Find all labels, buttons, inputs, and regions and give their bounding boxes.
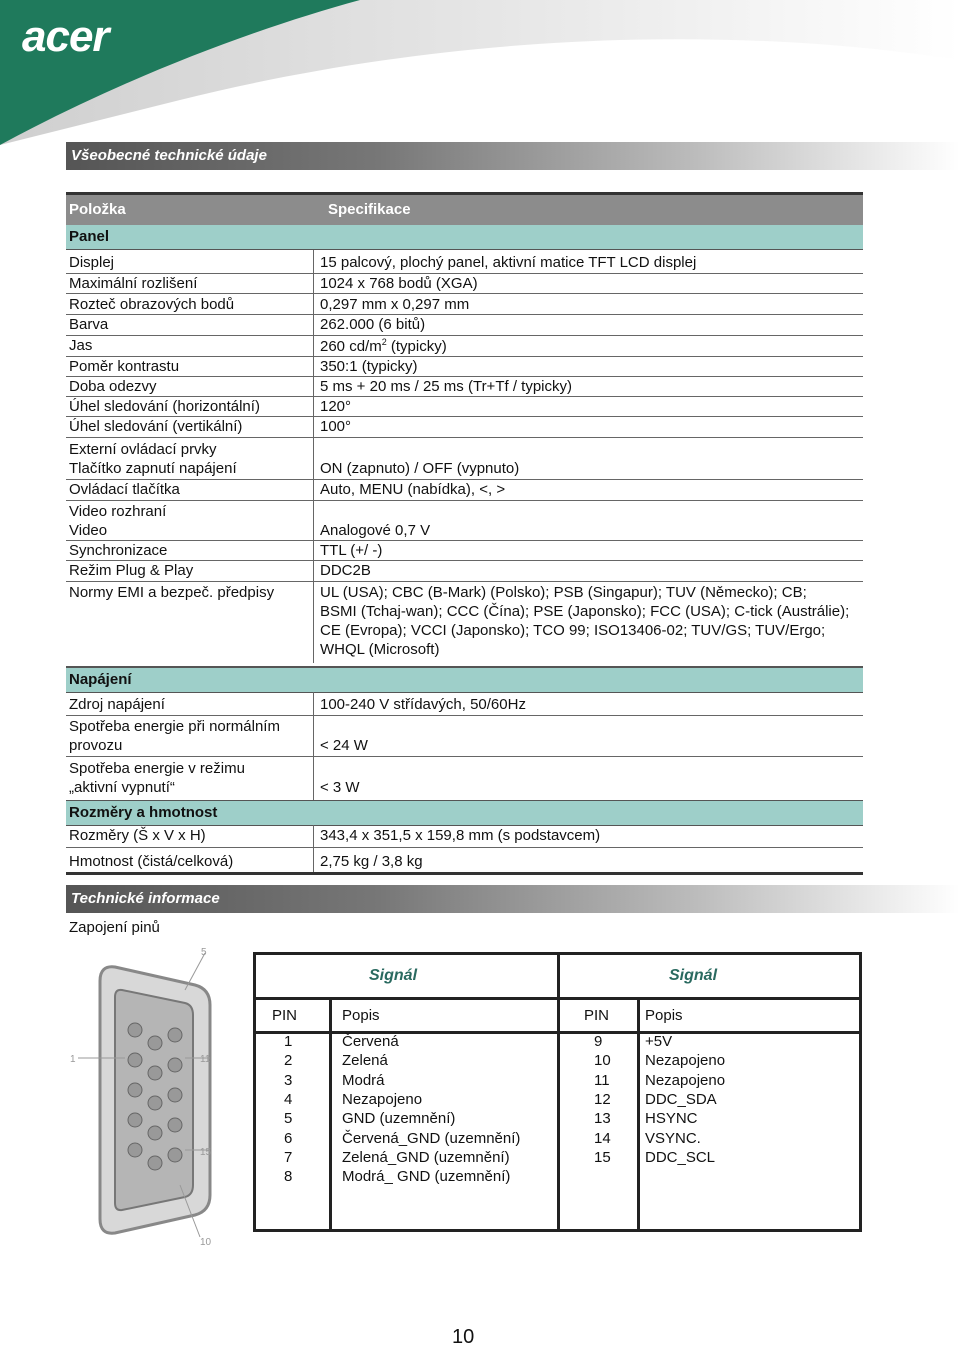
group-label: Rozměry a hmotnost (69, 804, 218, 821)
row-value: 0,297 mm x 0,297 mm (320, 296, 470, 313)
row-label: Barva (69, 316, 109, 333)
row-label: Zdroj napájení (69, 696, 165, 713)
row-label: Video rozhraní (69, 503, 167, 520)
row-value: 260 $cd/m^2$ (typicky) (320, 337, 447, 355)
pin-description: Modrá_ GND (uzemnění) (342, 1168, 511, 1186)
signal-header-left: Signál (369, 967, 418, 984)
pin-number: 4 (284, 1090, 293, 1108)
table-divider (637, 997, 640, 1232)
group-power (66, 666, 863, 693)
row-label: Ovládací tlačítka (69, 481, 180, 498)
pin-number: 15 (594, 1148, 611, 1166)
row-label: Maximální rozlišení (69, 275, 198, 292)
row-value: ON (zapnuto) / OFF (vypnuto) (320, 460, 520, 477)
header-swoosh (0, 0, 960, 145)
row-value: DDC2B (320, 562, 371, 579)
row-divider (66, 314, 863, 315)
row-label: Tlačítko zapnutí napájení (69, 460, 237, 477)
pin-number: 12 (594, 1090, 611, 1108)
row-label: Doba odezvy (69, 378, 157, 395)
row-label: provozu (69, 737, 123, 754)
row-divider (66, 581, 863, 582)
signal-header-right: Signál (669, 967, 718, 984)
table-header (66, 192, 863, 225)
pin-description: Zelená (342, 1052, 388, 1070)
row-value: TTL (+/ -) (320, 542, 383, 559)
row-value: < 3 W (320, 779, 360, 796)
pin-number: 11 (594, 1071, 610, 1089)
row-value: 120° (320, 398, 352, 415)
pin-description: Nezapojeno (645, 1071, 726, 1089)
row-divider (66, 437, 863, 438)
pin-number: 2 (284, 1052, 293, 1070)
row-divider (66, 293, 863, 294)
table-divider (256, 997, 859, 1000)
column-divider (313, 250, 314, 663)
connector-pin-label-10: 10 (200, 1237, 212, 1248)
row-divider (66, 715, 863, 716)
pin-description: Modrá (342, 1071, 385, 1089)
section-bar-general (66, 142, 960, 170)
row-value: WHQL (Microsoft) (320, 641, 440, 658)
row-value: 343,4 x 351,5 x 159,8 mm (s podstavcem) (320, 827, 601, 844)
pin-number: 7 (284, 1148, 293, 1166)
pin-description: DDC_SDA (645, 1090, 717, 1108)
group-panel (66, 225, 863, 250)
row-label: Synchronizace (69, 542, 168, 559)
row-label: Spotřeba energie v režimu (69, 760, 245, 777)
pin-number: 13 (594, 1110, 611, 1128)
table-divider (329, 997, 332, 1232)
pin-description: Nezapojeno (342, 1090, 423, 1108)
table-bottom-border (66, 872, 863, 875)
connector-pin-label-11: 11 (200, 1054, 211, 1065)
row-label: Video (69, 522, 108, 539)
row-label: Rozměry (Š x V x H) (69, 827, 206, 844)
pin-description: Červená_GND (uzemnění) (342, 1129, 521, 1147)
connector-pin-label-15: 15 (200, 1147, 212, 1158)
row-label: Spotřeba energie při normálním (69, 718, 280, 735)
page-number: 10 (452, 1326, 475, 1348)
row-label: Hmotnost (čistá/celková) (69, 853, 234, 870)
pin-number: 10 (594, 1052, 611, 1070)
row-value: BSMI (Tchaj-wan); CCC (Čína); PSE (Japonsko); FCC (USA); C-tick (Austrálie); (320, 603, 850, 620)
row-divider (66, 847, 863, 848)
row-value: 100-240 V střídavých, 50/60Hz (320, 696, 526, 713)
row-label: Normy EMI a bezpeč. předpisy (69, 584, 275, 601)
row-value: < 24 W (320, 737, 368, 754)
group-label: Panel (69, 228, 110, 245)
desc-header-left: Popis (342, 1007, 380, 1024)
column-divider (313, 692, 314, 800)
row-value: 1024 x 768 bodů (XGA) (320, 275, 478, 292)
pin-description: Červená (342, 1033, 399, 1050)
row-divider (66, 560, 863, 561)
header-item: Položka (69, 201, 126, 218)
row-value: 5 ms + 20 ms / 25 ms (Tr+Tf / typicky) (320, 378, 572, 395)
row-label: Displej (69, 254, 115, 271)
pin-description: DDC_SCL (645, 1148, 716, 1166)
row-divider (66, 376, 863, 377)
pin-number: 14 (594, 1129, 611, 1147)
row-divider (66, 540, 863, 541)
row-value: 15 palcový, plochý panel, aktivní matice TFT LCD displej (320, 254, 697, 271)
acer-logo: acer (22, 12, 109, 61)
row-label: Úhel sledování (vertikální) (69, 418, 243, 435)
vga-connector-diagram (60, 945, 230, 1250)
row-value: Analogové 0,7 V (320, 522, 431, 539)
pin-number: 1 (284, 1033, 293, 1050)
row-label: Úhel sledování (horizontální) (69, 398, 260, 415)
section-title: Všeobecné technické údaje (71, 147, 267, 164)
row-divider (66, 356, 863, 357)
column-divider (313, 825, 314, 873)
section-bar-technical (66, 885, 960, 913)
pin-description: GND (uzemnění) (342, 1110, 456, 1128)
desc-header-right: Popis (645, 1007, 683, 1024)
pin-header-right: PIN (584, 1007, 610, 1024)
row-label: Rozteč obrazových bodů (69, 296, 235, 313)
connector-pin-label-5: 5 (201, 947, 207, 958)
row-value: UL (USA); CBC (B-Mark) (Polsko); PSB (Singapur); TUV (Německo); CB; (320, 584, 807, 601)
row-divider (66, 416, 863, 417)
row-divider (66, 335, 863, 336)
pin-number: 3 (284, 1071, 293, 1089)
row-divider (66, 756, 863, 757)
pin-description: Nezapojeno (645, 1052, 726, 1070)
row-label: Jas (69, 337, 93, 354)
pin-number: 9 (594, 1033, 603, 1050)
pin-table (253, 952, 862, 1232)
pin-number: 6 (284, 1129, 293, 1147)
row-divider (66, 273, 863, 274)
pin-description: VSYNC. (645, 1129, 701, 1147)
row-value: 262.000 (6 bitů) (320, 316, 426, 333)
row-value: CE (Evropa); VCCI (Japonsko); TCO 99; ISO13406-02; TUV/GS; TUV/Ergo; (320, 622, 826, 639)
row-label: „aktivní vypnutí“ (69, 779, 175, 796)
pin-number: 5 (284, 1110, 293, 1128)
row-label: Poměr kontrastu (69, 358, 180, 375)
row-value: Auto, MENU (nabídka), <, > (320, 481, 506, 498)
row-label: Režim Plug & Play (69, 562, 194, 579)
connector-pin-label-1: 1 (70, 1054, 76, 1065)
section-title: Technické informace (71, 890, 220, 907)
pin-header-left: PIN (272, 1007, 298, 1024)
group-label: Napájení (69, 671, 132, 688)
header-banner (0, 0, 960, 145)
group-dimensions (66, 800, 863, 826)
row-value: 350:1 (typicky) (320, 358, 418, 375)
pin-description: +5V (645, 1033, 673, 1050)
pin-description: Zelená_GND (uzemnění) (342, 1148, 510, 1166)
row-value: 100° (320, 418, 352, 435)
row-label: Externí ovládací prvky (69, 441, 217, 458)
pin-section-label: Zapojení pinů (69, 919, 160, 936)
row-divider (66, 396, 863, 397)
pin-number: 8 (284, 1168, 293, 1186)
row-divider (66, 500, 863, 501)
pin-description: HSYNC (645, 1110, 698, 1128)
header-spec: Specifikace (328, 201, 411, 218)
row-value: 2,75 kg / 3,8 kg (320, 853, 423, 870)
row-divider (66, 479, 863, 480)
